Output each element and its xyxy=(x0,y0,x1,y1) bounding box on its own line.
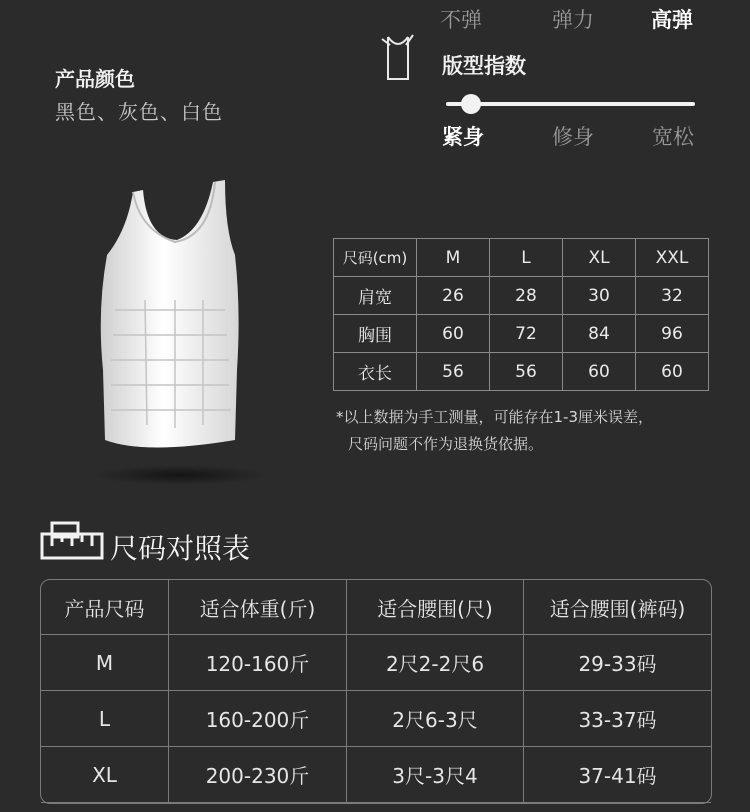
table-cell: L xyxy=(41,691,169,747)
elasticity-label-none: 不弹 xyxy=(440,8,482,32)
table-cell: 26 xyxy=(417,277,490,315)
table-header-cell: 产品尺码 xyxy=(41,580,169,635)
table-cell: M xyxy=(41,635,169,691)
size-chart-table xyxy=(40,579,712,804)
table-header-cell: 适合腰围(裤码) xyxy=(524,580,711,635)
measurement-note-line2: 尺码问题不作为退换货依据。 xyxy=(348,435,544,453)
table-cell: 120-160斤 xyxy=(169,635,347,691)
fit-label-loose: 宽松 xyxy=(652,125,694,149)
table-cell: 60 xyxy=(636,353,709,391)
table-row xyxy=(41,635,711,691)
product-color-value: 黑色、灰色、白色 xyxy=(55,100,223,124)
product-color-title: 产品颜色 xyxy=(55,67,135,91)
table-cell: 72 xyxy=(490,315,563,353)
table-row xyxy=(41,747,711,803)
table-cell: 28 xyxy=(490,277,563,315)
table-row xyxy=(334,353,709,391)
table-cell: 肩宽 xyxy=(334,277,417,315)
table-cell: 60 xyxy=(417,315,490,353)
table-cell: 29-33码 xyxy=(524,635,711,691)
table-cell: 160-200斤 xyxy=(169,691,347,747)
table-cell: 56 xyxy=(417,353,490,391)
table-cell: 2尺6-3尺 xyxy=(347,691,524,747)
ruler-icon xyxy=(40,520,104,564)
table-cell: 衣长 xyxy=(334,353,417,391)
table-cell: 3尺-3尺4 xyxy=(347,747,524,803)
table-header-cell: L xyxy=(490,239,563,277)
table-row xyxy=(334,315,709,353)
table-cell: XL xyxy=(41,747,169,803)
table-cell: 37-41码 xyxy=(524,747,711,803)
size-chart-title: 尺码对照表 xyxy=(110,532,251,565)
fit-slider-track xyxy=(446,102,695,106)
garment-outline-icon xyxy=(380,33,414,87)
fit-slider-thumb xyxy=(461,94,481,114)
table-cell: 200-230斤 xyxy=(169,747,347,803)
table-cell: 56 xyxy=(490,353,563,391)
measurement-table xyxy=(333,238,709,391)
table-row xyxy=(41,691,711,747)
table-cell: 胸围 xyxy=(334,315,417,353)
table-cell: 84 xyxy=(563,315,636,353)
elasticity-label-high: 高弹 xyxy=(651,8,693,32)
fit-label-tight: 紧身 xyxy=(442,125,484,149)
table-cell: 32 xyxy=(636,277,709,315)
table-header-cell: 尺码(cm) xyxy=(334,239,417,277)
measurement-table-header xyxy=(334,239,709,277)
table-header-cell: XL xyxy=(563,239,636,277)
table-header-cell: M xyxy=(417,239,490,277)
table-header-cell: 适合腰围(尺) xyxy=(347,580,524,635)
table-row xyxy=(334,277,709,315)
measurement-note-line1: *以上数据为手工测量，可能存在1-3厘米误差， xyxy=(336,408,654,426)
table-cell: 96 xyxy=(636,315,709,353)
table-cell: 60 xyxy=(563,353,636,391)
fit-label-slim: 修身 xyxy=(552,125,594,149)
vest-product-image xyxy=(85,170,285,494)
fit-index-title: 版型指数 xyxy=(442,54,526,78)
elasticity-label-medium: 弹力 xyxy=(552,8,594,32)
table-cell: 30 xyxy=(563,277,636,315)
table-header-cell: 适合体重(斤) xyxy=(169,580,347,635)
table-cell: 2尺2-2尺6 xyxy=(347,635,524,691)
table-cell: 33-37码 xyxy=(524,691,711,747)
table-header-cell: XXL xyxy=(636,239,709,277)
size-chart-header xyxy=(41,580,711,635)
